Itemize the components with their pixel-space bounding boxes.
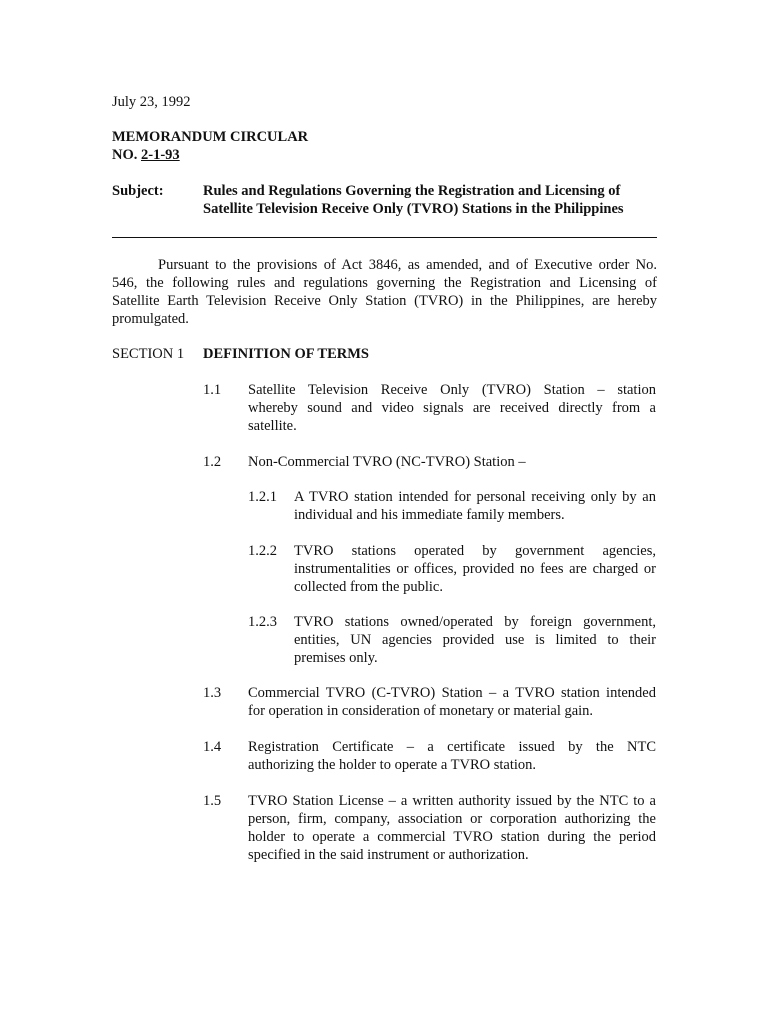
subitem-number: 1.2.3 (248, 614, 277, 630)
subject-line: Satellite Television Receive Only (TVRO) Stations in the Philippines (203, 201, 624, 217)
subitem-line: instrumentalities or offices, provided no fees are charged or (294, 561, 656, 577)
subitem-line: A TVRO station intended for personal receiving only by an (294, 489, 656, 505)
item-line: Commercial TVRO (C-TVRO) Station – a TVRO station intended (248, 685, 656, 701)
item-line: specified in the said instrument or authorization. (248, 847, 529, 863)
subitem-line: TVRO stations operated by government agencies, (294, 543, 656, 559)
section-title: DEFINITION OF TERMS (203, 346, 369, 362)
intro-line: 546, the following rules and regulations governing the Registration and Licensing of (112, 275, 657, 291)
memo-number-prefix: NO. (112, 147, 141, 163)
item-number: 1.3 (203, 685, 222, 701)
subitem-line: collected from the public. (294, 579, 443, 595)
memo-number-value: 2-1-93 (141, 147, 180, 163)
subitem-number: 1.2.2 (248, 543, 277, 559)
intro-line: Pursuant to the provisions of Act 3846, as amended, and of Executive order No. (158, 257, 657, 273)
intro-line: Satellite Earth Television Receive Only Station (TVRO) in the Philippines, are hereby (112, 293, 657, 309)
item-line: authorizing the holder to operate a TVRO station. (248, 757, 537, 773)
divider-rule (112, 237, 657, 238)
subitem-line: TVRO stations owned/operated by foreign government, (294, 614, 656, 630)
item-number: 1.4 (203, 739, 222, 755)
subject-label: Subject: (112, 183, 164, 199)
subitem-number: 1.2.1 (248, 489, 277, 505)
item-line: whereby sound and video signals are received directly from a (248, 400, 656, 416)
item-line: Non-Commercial TVRO (NC-TVRO) Station – (248, 454, 526, 470)
subitem-line: entities, UN agencies provided use is limited to their (294, 632, 656, 648)
item-number: 1.2 (203, 454, 222, 470)
section-label: SECTION 1 (112, 346, 185, 362)
item-number: 1.1 (203, 382, 222, 398)
item-line: satellite. (248, 418, 297, 434)
subitem-line: premises only. (294, 650, 378, 666)
memo-title: MEMORANDUM CIRCULAR (112, 129, 309, 145)
subitem-line: individual and his immediate family members. (294, 507, 565, 523)
memo-date: July 23, 1992 (112, 94, 191, 110)
item-line: TVRO Station License – a written authority issued by the NTC to a (248, 793, 656, 809)
item-line: Satellite Television Receive Only (TVRO) Station – station (248, 382, 656, 398)
subject-line: Rules and Regulations Governing the Registration and Licensing of (203, 183, 621, 199)
intro-line: promulgated. (112, 311, 189, 327)
item-line: Registration Certificate – a certificate issued by the NTC (248, 739, 656, 755)
item-line: for operation in consideration of monetary or material gain. (248, 703, 594, 719)
item-number: 1.5 (203, 793, 222, 809)
memo-number (112, 146, 180, 164)
item-line: person, firm, company, association or corporation authorizing the (248, 811, 656, 827)
item-line: holder to operate a commercial TVRO station during the period (248, 829, 656, 845)
